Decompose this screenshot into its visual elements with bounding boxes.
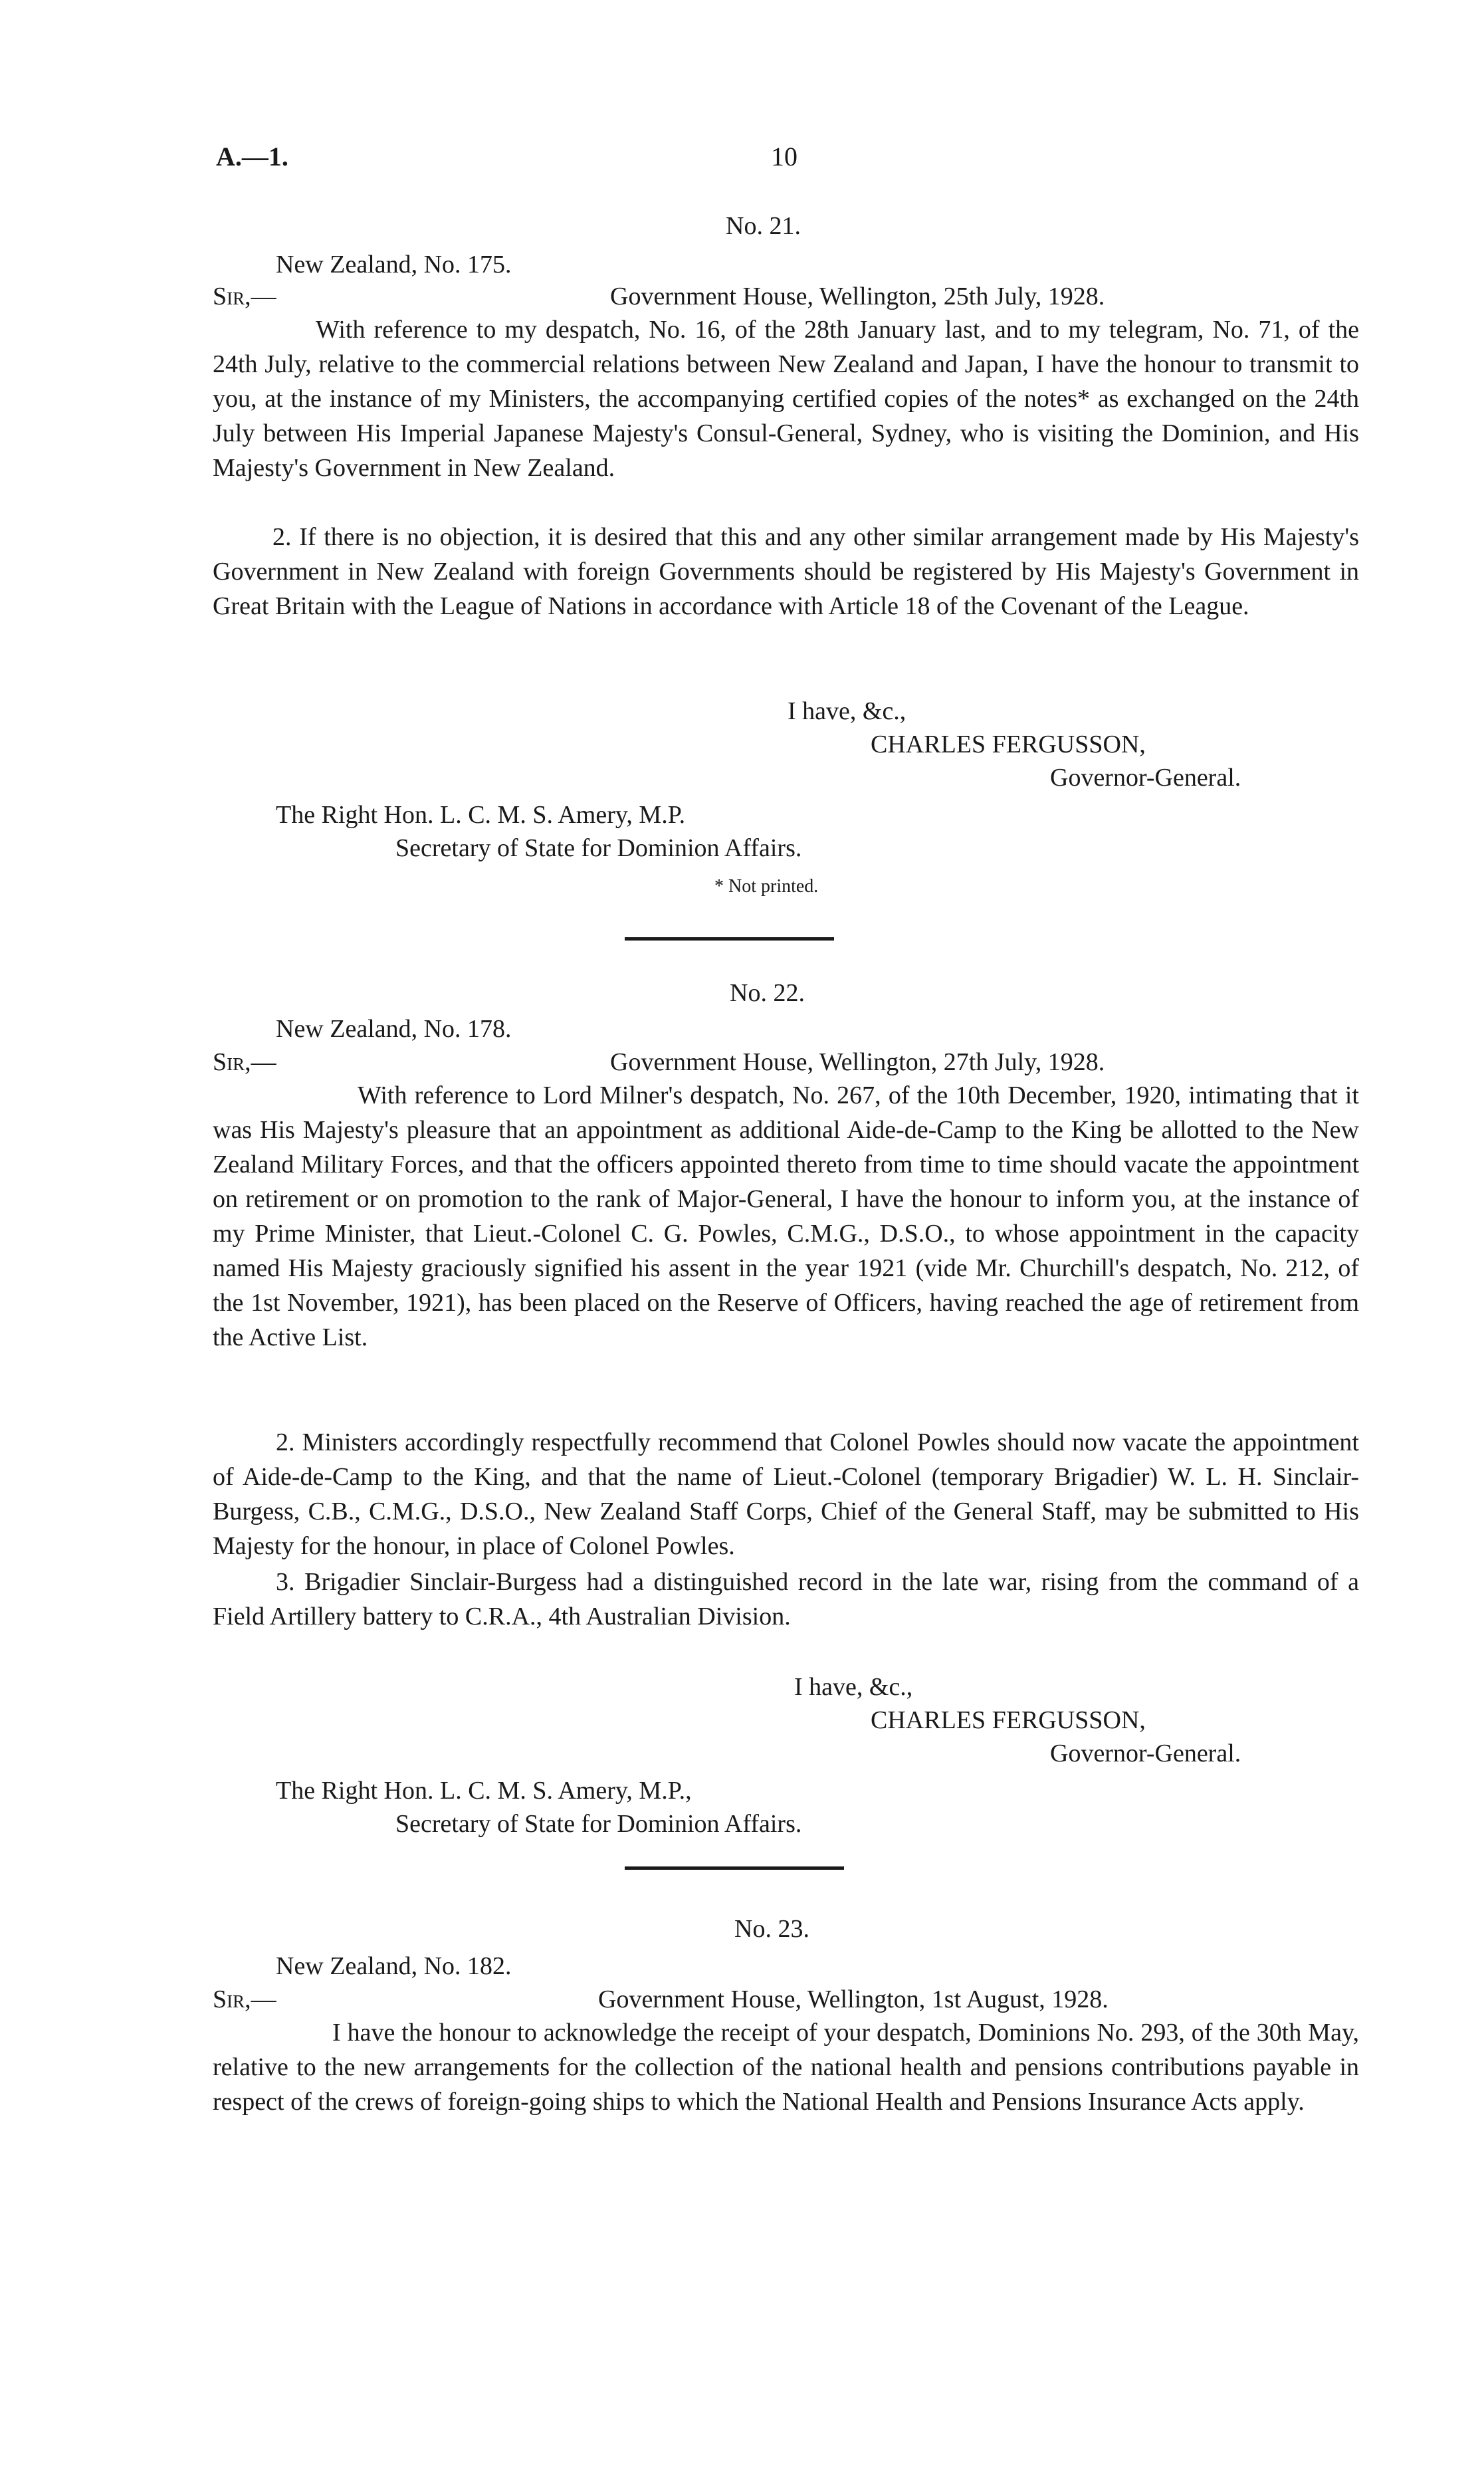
despatch-number: No. 21.	[726, 212, 801, 240]
despatch-reference: New Zealand, No. 178.	[276, 1015, 512, 1043]
paragraph: 3. Brigadier Sinclair-Burgess had a distinguished record in the late war, rising from the command of a Field Artillery battery to C.R.A., 4th Australian Division.	[213, 1568, 1359, 1630]
addressee: The Right Hon. L. C. M. S. Amery, M.P.,	[276, 1777, 692, 1805]
signatory-name: CHARLES FERGUSSON,	[871, 730, 1146, 758]
place-date: Government House, Wellington, 25th July, 1928.	[610, 282, 1105, 310]
signatory-title: Governor-General.	[1050, 764, 1241, 792]
despatch-number: No. 22.	[730, 979, 805, 1007]
despatch-reference: New Zealand, No. 175.	[276, 251, 512, 279]
signatory-title: Governor-General.	[1050, 1739, 1241, 1767]
addressee: The Right Hon. L. C. M. S. Amery, M.P.	[276, 801, 686, 829]
closing: I have, &c.,	[794, 1673, 913, 1701]
paragraph: With reference to my despatch, No. 16, of the 28th January last, and to my telegram, No. 71, of the 24th July, relative to the commercial relations between New Zealand and Japan, I have the honour to transmit to you, at the instance of my Ministers, the accompanying certified copies of the notes* as exchanged on the 24th July between His Imperial Japanese Majesty's Consul-General, Sydney, who is visiting the Dominion, and His Majesty's Government in New Zealand.	[213, 316, 1359, 482]
page-number: 10	[771, 142, 797, 171]
addressee-title: Secretary of State for Dominion Affairs.	[395, 834, 802, 862]
place-date: Government House, Wellington, 27th July, 1928.	[610, 1048, 1105, 1076]
despatch-reference: New Zealand, No. 182.	[276, 1952, 512, 1980]
despatch-number: No. 23.	[734, 1915, 809, 1943]
salutation: Sir,—	[213, 1985, 276, 2013]
paragraph: With reference to Lord Milner's despatch, No. 267, of the 10th December, 1920, intimating that it was His Majesty's pleasure that an appointment as additional Aide-de-Camp to the King be allotted to the New Zealand Military Forces, and that the officers appointed thereto from time to time should vacate the appointment on retirement or on promotion to the rank of Major-General, I have the honour to inform you, at the instance of my Prime Minister, that Lieut.-Colonel C. G. Powles, C.M.G., D.S.O., to whose appointment in the capacity named His Majesty graciously signified his assent in the year 1921 (vide Mr. Churchill's despatch, No. 212, of the 1st November, 1921), has been placed on the Reserve of Officers, having reached the age of retirement from the Active List.	[213, 1081, 1359, 1351]
section-divider	[625, 1866, 844, 1870]
salutation: Sir,—	[213, 282, 276, 310]
paragraph: 2. Ministers accordingly respectfully recommend that Colonel Powles should now vacate the appointment of Aide-de-Camp to the King, and that the name of Lieut.-Colonel (temporary Brigadier) W. L. H. Sinclair-Burgess, C.B., C.M.G., D.S.O., New Zealand Staff Corps, Chief of the General Staff, may be submitted to His Majesty for the honour, in place of Colonel Powles.	[213, 1428, 1359, 1560]
closing: I have, &c.,	[788, 697, 906, 725]
paragraph: I have the honour to acknowledge the receipt of your despatch, Dominions No. 293, of the 30th May, relative to the new arrangements for the collection of the national health and pensions contributions payable in respect of the crews of foreign-going ships to which the National Health and Pensions Insurance Acts apply.	[213, 2019, 1359, 2116]
salutation: Sir,—	[213, 1048, 276, 1076]
section-divider	[625, 937, 834, 941]
place-date: Government House, Wellington, 1st August, 1928.	[598, 1985, 1109, 2013]
document-reference: A.—1.	[216, 142, 288, 171]
footnote: * Not printed.	[714, 876, 819, 897]
signatory-name: CHARLES FERGUSSON,	[871, 1706, 1146, 1734]
addressee-title: Secretary of State for Dominion Affairs.	[395, 1810, 802, 1838]
paragraph: 2. If there is no objection, it is desired that this and any other similar arrangement made by His Majesty's Government in New Zealand with foreign Governments should be registered by His Majesty's Government in Great Britain with the League of Nations in accordance with Article 18 of the Covenant of the League.	[213, 523, 1359, 620]
